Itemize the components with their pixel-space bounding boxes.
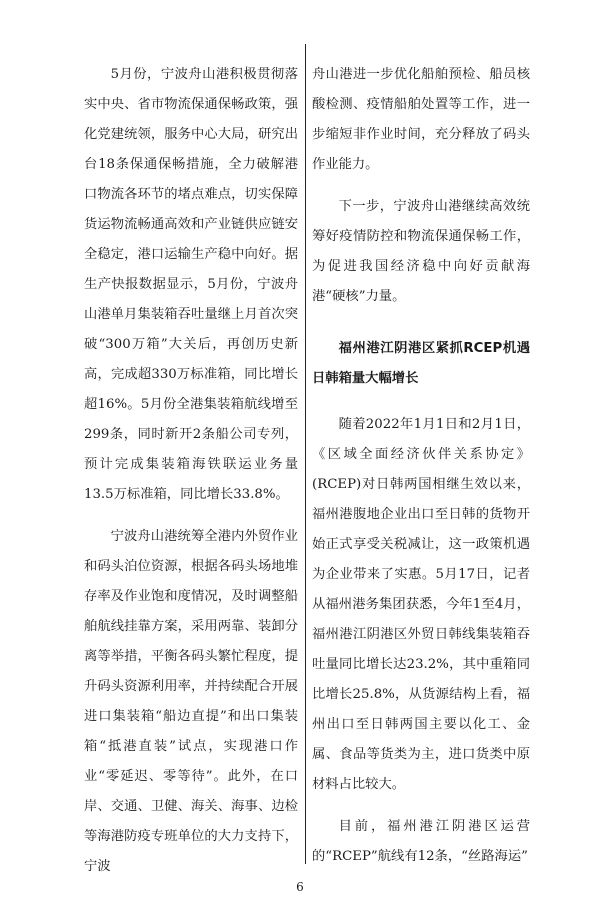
paragraph-rcep-growth: 随着2022年1月1日和2月1日，《区域全面经济伙伴关系协定》(RCEP)对日韩两国相继生效以来，福州港腹地企业出口至日韩的货物开始正式享受关税减让，这一政策机遇为企业带来了实惠。5月17日，记者从福州港务集团获悉，今年1至4月，福州港江阴港区外贸日韩线集装箱吞吐量同比增长达23.2%，其中重箱同比增长25.8%，从货源结构上看，福州出口至日韩两国主要以化工、金属、食品等货类为主，进口货类中原材料占比较大。 [312, 417, 530, 792]
right-column [312, 60, 530, 872]
paragraph-ningbo-coordination: 宁波舟山港统筹全港内外贸作业和码头泊位资源，根据各码头场地堆存率及作业饱和度情况，及时调整船舶航线挂靠方案，采用两靠、装卸分离等举措，平衡各码头繁忙程度，提升码头资源利用率，并持续配合开展进口集装箱“船边直提”和出口集装箱“抵港直装”试点，实现港口作业“零延迟、零等待”。此外，在口岸、交通、卫健、海关、海事、边检等海港防疫专班单位的大力支持下，宁波 [84, 529, 298, 874]
paragraph-next-step: 下一步，宁波舟山港继续高效统筹好疫情防控和物流保通保畅工作，为促进我国经济稳中向好贡献海港“硬核”力量。 [312, 199, 530, 304]
paragraph-continuation: 舟山港进一步优化船舶预检、船员核酸检测、疫情船舶处置等工作，进一步缩短非作业时间，充分释放了码头作业能力。 [312, 67, 530, 172]
column-divider [305, 44, 306, 864]
paragraph-ningbo-may-throughput: 5月份，宁波舟山港积极贯彻落实中央、省市物流保通保畅政策，强化党建统领，服务中心大局，研究出台18条保通保畅措施，全力破解港口物流各环节的堵点难点，切实保障货运物流畅通高效和产业链供应链安全稳定，港口运输生产稳中向好。据生产快报数据显示，5月份，宁波舟山港单月集装箱吞吐量继上月首次突破“300万箱”大关后，再创历史新高，完成超330万标准箱，同比增长超16%。5月份全港集装箱航线增至299条，同时新开2条船公司专列，预计完成集装箱海铁联运业务量13.5万标准箱，同比增长33.8%。 [84, 67, 298, 502]
left-column [84, 60, 298, 882]
article-heading-fuzhou: 福州港江阴港区紧抓RCEP机遇日韩箱量大幅增长 [312, 341, 530, 386]
paragraph-rcep-routes: 目前，福州港江阴港区运营的“RCEP”航线有12条，“丝路海运” [312, 819, 530, 864]
page-number: 6 [296, 880, 304, 894]
